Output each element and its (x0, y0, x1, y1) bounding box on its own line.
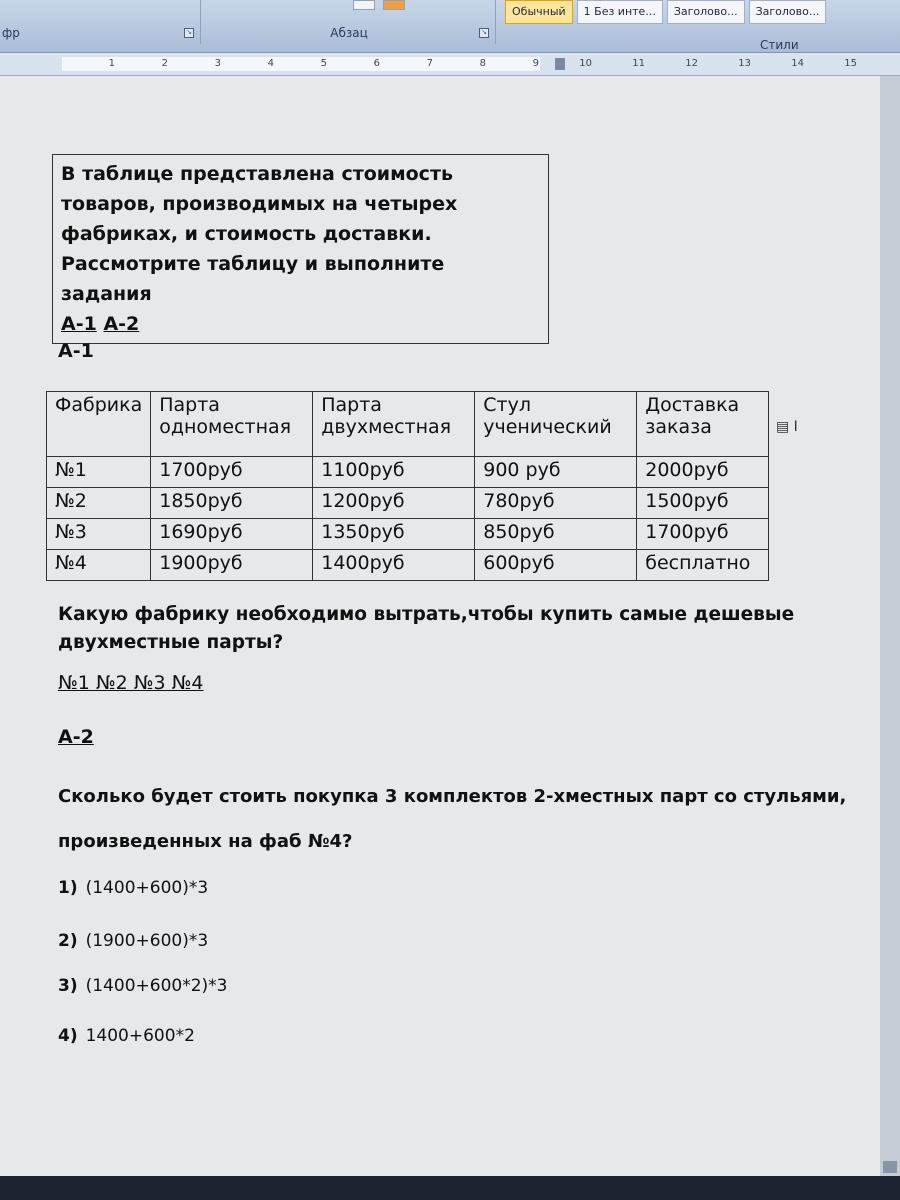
table-column-marker[interactable] (555, 58, 565, 70)
answer-text: (1400+600)*3 (85, 878, 209, 898)
table-cell: №1 (47, 457, 151, 488)
table-cell: №2 (47, 488, 151, 519)
ruler-number: 10 (579, 58, 592, 69)
intro-text-box[interactable] (52, 154, 549, 344)
answer-number: 1) (58, 878, 78, 898)
ribbon-group-font (0, 0, 201, 44)
answer-text: 1400+600*2 (85, 1026, 195, 1046)
ruler-number: 11 (632, 58, 645, 69)
style-normal[interactable]: Обычный (505, 0, 573, 24)
table-header-cell: Фабрика (47, 392, 151, 457)
table-header-cell: Стул ученический (475, 392, 637, 457)
table-header-cell: Парта одноместная (151, 392, 313, 457)
table-cell: 850руб (475, 519, 637, 550)
horizontal-ruler[interactable] (0, 53, 900, 76)
document-content (0, 76, 880, 1176)
intro-links (61, 309, 540, 339)
answer-number: 4) (58, 1026, 78, 1046)
table-cell: 1700руб (151, 457, 313, 488)
answer-option[interactable] (58, 976, 227, 996)
shading-button[interactable] (383, 0, 405, 10)
document-page[interactable] (0, 76, 880, 1176)
section-a2-heading: А-2 (58, 726, 94, 748)
table-cell: 780руб (475, 488, 637, 519)
answer-option[interactable] (58, 931, 208, 951)
intro-line: фабриках, и стоимость доставки. (61, 223, 432, 245)
ribbon-group-paragraph-label: Абзац (330, 26, 368, 40)
dialog-launcher-icon[interactable]: ↘ (479, 28, 489, 38)
intro-line: товаров, производимых на четырех (61, 193, 458, 215)
paragraph-buttons (353, 0, 405, 10)
link-a2[interactable]: А-2 (103, 313, 140, 335)
table-cell: 1350руб (313, 519, 475, 550)
table-cell: 2000руб (637, 457, 769, 488)
price-table[interactable] (46, 391, 769, 581)
ruler-number: 3 (214, 58, 221, 69)
ruler-number: 2 (161, 58, 168, 69)
table-cell: 1200руб (313, 488, 475, 519)
table-cell: 600руб (475, 550, 637, 581)
table-cell: №3 (47, 519, 151, 550)
ribbon-group-styles-label: Стили (760, 38, 799, 52)
intro-line: задания (61, 283, 152, 305)
table-header-row (47, 392, 769, 457)
table-row (47, 519, 769, 550)
borders-button[interactable] (353, 0, 375, 10)
ribbon (0, 0, 900, 53)
ruler-number: 8 (479, 58, 486, 69)
table-cell: №4 (47, 550, 151, 581)
intro-line: В таблице представлена стоимость (61, 163, 453, 185)
table-cell: 1500руб (637, 488, 769, 519)
question-2-line-2: произведенных на фаб №4? (58, 831, 353, 852)
ruler-number: 1 (108, 58, 115, 69)
question-1-options[interactable]: №1 №2 №3 №4 (58, 672, 204, 694)
table-row (47, 550, 769, 581)
style-heading-2[interactable]: Заголово... (749, 0, 827, 24)
ruler-numbers (62, 57, 882, 71)
table-cell: 1400руб (313, 550, 475, 581)
dialog-launcher-icon[interactable]: ↘ (184, 28, 194, 38)
answer-number: 3) (58, 976, 78, 996)
ruler-number: 7 (426, 58, 433, 69)
question-1: Какую фабрику необходимо вытрать,чтобы купить самые дешевые двухместные парты? (58, 604, 795, 653)
ruler-number: 9 (532, 58, 539, 69)
table-cell: 1100руб (313, 457, 475, 488)
table-cell: бесплатно (637, 550, 769, 581)
section-a1-heading: А-1 (58, 340, 94, 362)
answer-text: (1400+600*2)*3 (85, 976, 228, 996)
intro-line: Рассмотрите таблицу и выполните (61, 253, 445, 275)
ruler-number: 13 (738, 58, 751, 69)
ribbon-group-font-label: фр (2, 26, 20, 40)
link-a1[interactable]: А-1 (61, 313, 97, 335)
vertical-scrollbar[interactable] (880, 76, 900, 1176)
ruler-number: 6 (373, 58, 380, 69)
ruler-number: 12 (685, 58, 698, 69)
ruler-number: 15 (844, 58, 857, 69)
table-resize-handle-icon[interactable]: ▤ Ⅰ (776, 419, 798, 435)
table-cell: 1850руб (151, 488, 313, 519)
ribbon-group-paragraph (203, 0, 496, 44)
table-row (47, 457, 769, 488)
taskbar (0, 1176, 900, 1200)
ruler-number: 5 (320, 58, 327, 69)
answer-text: (1900+600)*3 (85, 931, 209, 951)
ruler-number: 14 (791, 58, 804, 69)
table-cell: 1690руб (151, 519, 313, 550)
style-heading-1[interactable]: Заголово... (667, 0, 745, 24)
styles-gallery (505, 0, 826, 24)
table-cell: 1700руб (637, 519, 769, 550)
table-header-cell: Парта двухместная (313, 392, 475, 457)
table-header-cell: Доставка заказа (637, 392, 769, 457)
table-cell: 900 руб (475, 457, 637, 488)
table-cell: 1900руб (151, 550, 313, 581)
style-no-spacing[interactable]: 1 Без инте... (577, 0, 663, 24)
ruler-number: 4 (267, 58, 274, 69)
answer-option[interactable] (58, 1026, 195, 1046)
answer-option[interactable] (58, 878, 208, 898)
scrollbar-thumb[interactable] (883, 1161, 897, 1173)
table-row (47, 488, 769, 519)
question-2-line-1: Сколько будет стоить покупка 3 комплектов 2-хместных парт со стульями, (58, 786, 847, 807)
answer-number: 2) (58, 931, 78, 951)
